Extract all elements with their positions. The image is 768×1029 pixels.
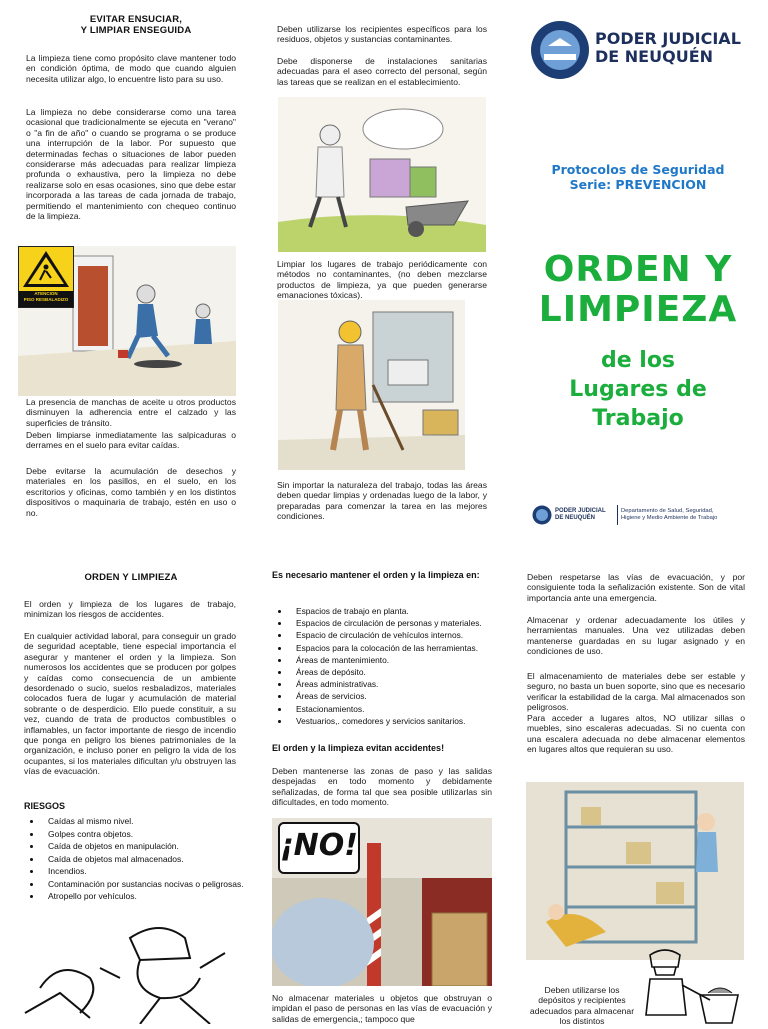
paragraph-acumulacion-desechos: Debe evitarse la acumulación de desechos y materiales en los pasillos, en el suelo, en los escritorios y oficinas, como también y en los distintos dispositivos o maquinaria de trabajo, estén en uso o no. bbox=[26, 466, 236, 518]
footer-org bbox=[555, 508, 617, 522]
paragraph-limpieza-ocasional: La limpieza no debe considerarse como una tarea ocasional que tradicionalmente se ejecuta en "verano" o "a fin de año" o cuando se programa o se produce una interrupción de la labor. Por supuesto que determinadas fechas o situaciones de labor pueden considerarse más adecuadas para realizar limpieza profunda o exhaustiva, pero la limpieza no debe realizarse solo en esas ocasiones, sino que debe estar incorporada a las tareas de cada jornada de trabajo, permitiendo el mantenimiento con chequeo continuo de la limpieza. bbox=[26, 107, 236, 222]
list-item: • Espacio de circulación de vehículos internos. bbox=[290, 629, 512, 641]
protocol-line-2: Serie: PREVENCION bbox=[569, 177, 707, 192]
list-item: • Caída de objetos en manipulación. bbox=[42, 840, 252, 853]
heading-evitan-accidentes: El orden y la limpieza evitan accidentes! bbox=[272, 743, 445, 753]
paragraph-lugares-altos: Para acceder a lugares altos, NO utilizar sillas o muebles, sino escaleras adecuadas. Si no cuenta con una escalera adecuada no debe almacenar elementos en lugares altos que requieran su uso. bbox=[527, 713, 745, 755]
footer-org-line-2: DE NEUQUÉN bbox=[555, 515, 596, 521]
subtitle-line-2: Lugares de bbox=[569, 377, 707, 402]
subtitle-line-1: de los bbox=[600, 348, 676, 373]
heading-line-2: Y LIMPIAR ENSEGUIDA bbox=[80, 25, 192, 36]
list-item: • Espacios para la colocación de las herramientas. bbox=[290, 642, 512, 654]
paragraph-no-almacenar: No almacenar materiales u objetos que obstruyan o impidan el paso de personas en las vías de evacuación y salidas de emergencia,; tampoco que bbox=[272, 993, 492, 1024]
paragraph-instalaciones-sanitarias: Debe disponerse de instalaciones sanitarias adecuadas para el aseo correcto del personal, según las tareas que se realizan en el establecimiento. bbox=[277, 56, 487, 87]
main-title-line-1: ORDEN Y bbox=[543, 249, 733, 290]
org-name-line-1: PODER JUDICIAL bbox=[595, 29, 741, 48]
worker-sweeping-machine-illustration bbox=[278, 300, 465, 470]
main-title-line-2: LIMPIEZA bbox=[538, 289, 738, 330]
paragraph-vias-evacuacion: Deben respetarse las vías de evacuación, y por consiguiente toda la señalización existente. Son de vital importancia ante una emergencia. bbox=[527, 572, 745, 603]
sign-text-piso: PISO RESBALADIZO bbox=[23, 297, 69, 302]
blocked-exit-photo bbox=[272, 818, 492, 986]
heading-line-1: EVITAR ENSUCIAR, bbox=[89, 14, 183, 25]
paragraph-recipientes: Deben utilizarse los recipientes específicos para los residuos, objetos y sustancias contaminantes. bbox=[277, 24, 487, 45]
list-item: • Contaminación por sustancias nocivas o peligrosas. bbox=[42, 878, 252, 891]
footer-divider bbox=[617, 505, 618, 525]
worker-cleaning-cart-illustration bbox=[278, 97, 486, 252]
paragraph-limpieza-proposito: La limpieza tiene como propósito clave mantener todo en condición óptima, de modo que cuando alguien necesita utilizar algo, lo encuentre listo para su uso. bbox=[26, 53, 236, 84]
protocol-series bbox=[520, 162, 756, 192]
paragraph-actividad-laboral: En cualquier actividad laboral, para conseguir un grado de seguridad aceptable, tiene especial importancia el asegurar y mantener el orden y la limpieza. Son numerosos los accidentes que se producen por golpes y caídas como consecuencia de un ambiente desordenado o sucio, suelos resbaladizos, materiales colocados fuera de lugar y acumulación de material sobrante o de desperdicio. Ello puede constituir, a su vez, cuando de trata de productos combustibles o inflamables, un factor importante de riesgo de incendio que ponga en peligro los bienes patrimoniales de la organización, e incluso poner en peligro la vida de los ocupantes, si los materiales dificultan y/u obstruyen las vías de evacuación. bbox=[24, 631, 236, 777]
footer-logo bbox=[532, 505, 552, 525]
list-item: • Espacios de trabajo en planta. bbox=[290, 605, 512, 617]
main-title bbox=[520, 250, 756, 330]
footer-department bbox=[621, 508, 761, 522]
paragraph-salpicaduras: Deben limpiarse inmediatamente las salpicaduras o derrames en el suelo para evitar caídas. bbox=[26, 430, 236, 451]
list-item: • Áreas de depósito. bbox=[290, 666, 512, 678]
list-item: • Golpes contra objetos. bbox=[42, 828, 252, 841]
paragraph-sin-importar-naturaleza: Sin importar la naturaleza del trabajo, todas las áreas deben quedar limpias y ordenadas luego de la labor, y preparadas para comenzar la tarea en las mejores condiciones. bbox=[277, 480, 487, 522]
list-item: • Estacionamientos. bbox=[290, 703, 512, 715]
heading-orden-limpieza: ORDEN Y LIMPIEZA bbox=[84, 572, 178, 583]
paragraph-almacenamiento: El almacenamiento de materiales debe ser estable y seguro, no basta un buen soporte, sino que es necesario verificar la estabilidad de la carga. Mal almacenados son peligrosos. bbox=[527, 671, 745, 713]
list-item: • Caídas al mismo nivel. bbox=[42, 815, 252, 828]
paragraph-limpiar-periodicamente: Limpiar los lugares de trabajo periódicamente con métodos no contaminantes, (no deben mezclarse productos de limpieza, ya que pueden generarse emanaciones tóxicas). bbox=[277, 259, 487, 301]
paragraph-manchas-aceite: La presencia de manchas de aceite u otros productos disminuyen la adherencia entre el calzado y las superficies de tránsito. bbox=[26, 397, 236, 428]
list-item: • Atropello por vehículos. bbox=[42, 890, 252, 903]
footer-dept-line-2: Higiene y Medio Ambiente de Trabajo bbox=[621, 515, 718, 521]
riesgos-heading: RIESGOS bbox=[24, 801, 66, 811]
subtitle-line-3: Trabajo bbox=[592, 406, 684, 431]
list-item: • Caída de objetos mal almacenados. bbox=[42, 853, 252, 866]
org-name bbox=[595, 30, 755, 65]
sign-text-atencion: ATENCION bbox=[34, 291, 58, 296]
no-sign: ¡NO! bbox=[278, 822, 360, 874]
areas-list bbox=[272, 605, 512, 727]
paragraph-zonas-paso: Deben mantenerse las zonas de paso y las salidas despejadas en todo momento y debidamente señalizadas, de forma tal que sea posible utilizarlas sin dificultades, en todo momento. bbox=[272, 766, 492, 808]
paragraph-herramientas: Almacenar y ordenar adecuadamente los útiles y herramientas manuales. Una vez utilizadas deben mantenerse guardadas en su lugar asignado y en condiciones de uso. bbox=[527, 615, 745, 657]
list-item: • Áreas de mantenimiento. bbox=[290, 654, 512, 666]
footer-org-line-1: PODER JUDICIAL bbox=[555, 508, 606, 514]
riesgos-list bbox=[24, 815, 252, 903]
list-item: • Áreas administrativas. bbox=[290, 678, 512, 690]
poder-judicial-logo bbox=[530, 20, 590, 80]
list-item: • Incendios. bbox=[42, 865, 252, 878]
protocol-line-1: Protocolos de Seguridad bbox=[551, 162, 725, 177]
worker-falling-illustration bbox=[20, 918, 230, 1024]
org-name-line-2: DE NEUQUÉN bbox=[595, 46, 714, 66]
paragraph-depositos: Deben utilizarse los depósitos y recipientes adecuados para almacenar los distintos bbox=[529, 985, 635, 1027]
heading-es-necesario: Es necesario mantener el orden y la limpieza en: bbox=[272, 570, 480, 580]
paragraph-minimizan-riesgos: El orden y limpieza de los lugares de trabajo, minimizan los riesgos de accidentes. bbox=[24, 599, 236, 620]
list-item: • Áreas de servicios. bbox=[290, 690, 512, 702]
subtitle bbox=[520, 346, 756, 433]
warning-sign-icon bbox=[18, 246, 74, 308]
list-item: • Vestuarios,. comedores y servicios sanitarios. bbox=[290, 715, 512, 727]
heading-evitar-ensuciar bbox=[30, 14, 242, 36]
list-item: • Espacios de circulación de personas y materiales. bbox=[290, 617, 512, 629]
warehouse-shelf-collapse-illustration bbox=[526, 782, 744, 960]
worker-depositing-illustration bbox=[620, 945, 740, 1024]
footer-dept-line-1: Departamento de Salud, Seguridad, bbox=[621, 508, 714, 514]
